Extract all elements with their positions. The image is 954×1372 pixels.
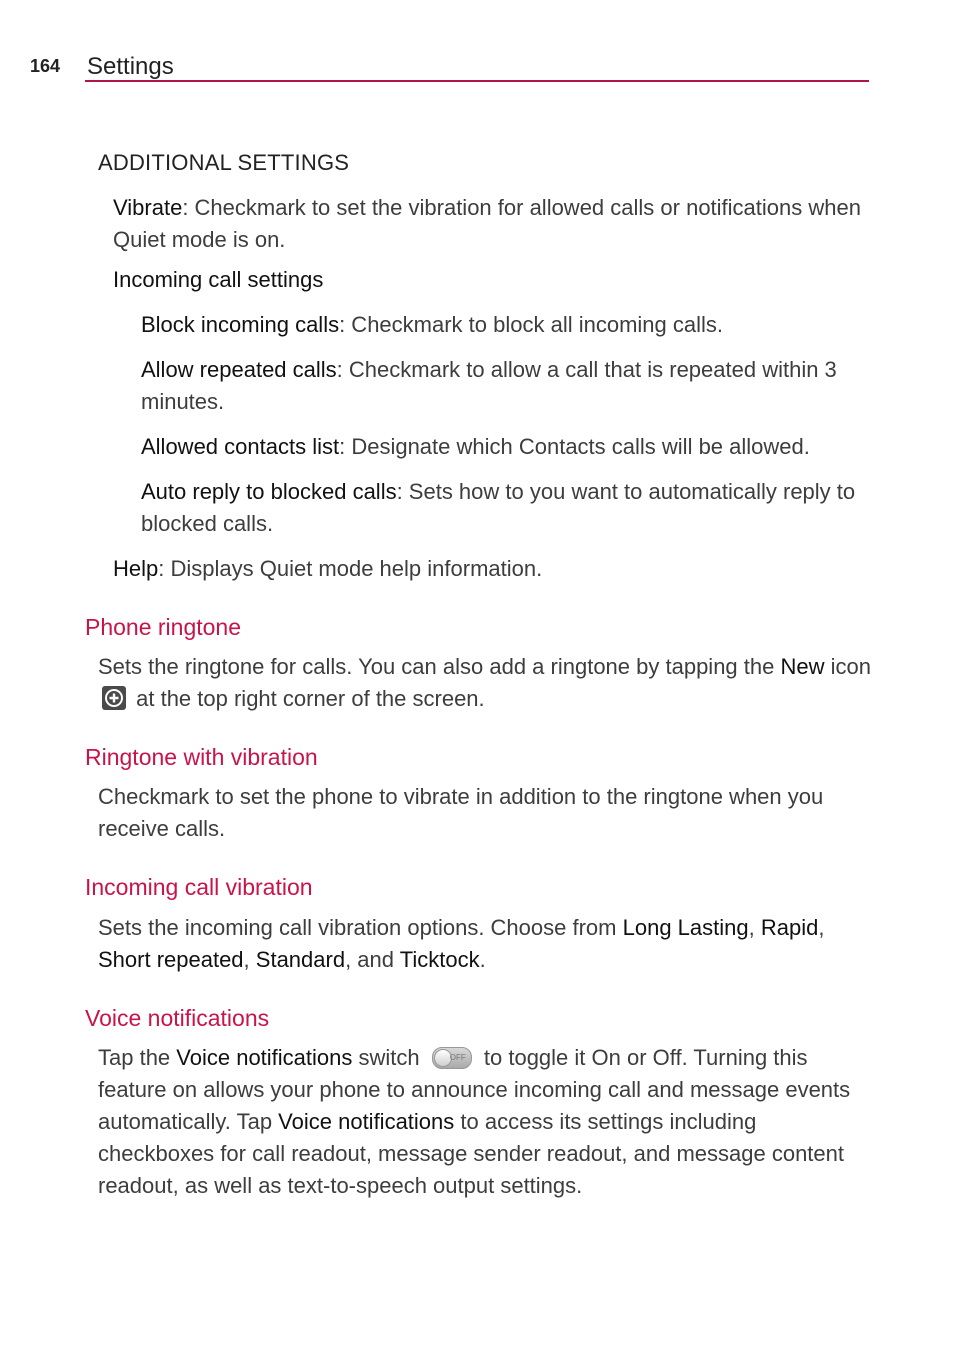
phone-ringtone-title: Phone ringtone bbox=[85, 614, 242, 640]
help-text: : Displays Quiet mode help information. bbox=[158, 556, 543, 581]
vn-text-4: to access its settings including checkboxes for call readout, message sender readout, and message content readout, as well as text-to-speech output settings. bbox=[98, 1109, 845, 1198]
incoming-call-settings-label bbox=[113, 264, 873, 296]
help-paragraph bbox=[113, 553, 873, 585]
vn-text-3: to toggle it On or Off. Turning this feature on allows your phone to announce incoming call and message events automatically. Tap bbox=[98, 1045, 851, 1134]
block-incoming-paragraph bbox=[141, 309, 881, 341]
option-ticktock: Ticktock bbox=[399, 947, 480, 972]
icv-end: . bbox=[479, 947, 486, 972]
running-head-title: Settings bbox=[87, 53, 174, 80]
phone-ringtone-text-3: at the top right corner of the screen. bbox=[136, 686, 485, 711]
header-divider bbox=[85, 80, 869, 82]
ringtone-with-vibration-paragraph: Checkmark to set the phone to vibrate in addition to the ringtone when you receive calls. bbox=[98, 784, 824, 841]
icv-sep-2: , bbox=[818, 915, 825, 940]
vn-text-1: Tap the bbox=[98, 1045, 177, 1070]
incoming-call-vibration-title: Incoming call vibration bbox=[85, 874, 313, 900]
vn-term-2: Voice notifications bbox=[278, 1109, 455, 1134]
incoming-call-settings-term: Incoming call settings bbox=[113, 267, 324, 292]
auto-reply-paragraph bbox=[141, 476, 881, 540]
page-number: 164 bbox=[30, 56, 61, 76]
allow-repeated-paragraph bbox=[141, 354, 881, 418]
incoming-call-vibration-paragraph bbox=[98, 912, 858, 976]
option-standard: Standard bbox=[255, 947, 346, 972]
option-rapid: Rapid bbox=[760, 915, 819, 940]
allowed-contacts-paragraph bbox=[141, 431, 881, 463]
option-long-lasting: Long Lasting bbox=[622, 915, 749, 940]
help-term: Help bbox=[113, 556, 159, 581]
vn-text-2: switch bbox=[352, 1045, 420, 1070]
icv-text-1: Sets the incoming call vibration options. Choose from bbox=[98, 915, 623, 940]
switch-off-label: OFF bbox=[449, 1053, 466, 1062]
vn-term-1: Voice notifications bbox=[176, 1045, 353, 1070]
auto-reply-term: Auto reply to blocked calls bbox=[141, 479, 397, 504]
vibrate-text: : Checkmark to set the vibration for allowed calls or notifications when Quiet mode is on. bbox=[113, 195, 861, 252]
icv-sep-3: , bbox=[243, 947, 256, 972]
phone-ringtone-text-2: icon bbox=[824, 654, 871, 679]
block-incoming-text: : Checkmark to block all incoming calls. bbox=[339, 312, 723, 337]
auto-reply-text: : Sets how to you want to automatically reply to blocked calls. bbox=[141, 479, 856, 536]
phone-ringtone-text-1: Sets the ringtone for calls. You can also add a ringtone by tapping the bbox=[98, 654, 781, 679]
toggle-switch-icon bbox=[432, 1047, 472, 1069]
ringtone-with-vibration-title: Ringtone with vibration bbox=[85, 744, 318, 770]
allowed-contacts-term: Allowed contacts list bbox=[141, 434, 340, 459]
vibrate-paragraph bbox=[113, 192, 873, 256]
additional-settings-heading: ADDITIONAL SETTINGS bbox=[98, 150, 350, 175]
icv-sep-1: , bbox=[748, 915, 761, 940]
new-term: New bbox=[780, 654, 825, 679]
option-short-repeated: Short repeated bbox=[98, 947, 244, 972]
vibrate-term: Vibrate bbox=[113, 195, 183, 220]
icv-sep-4: , and bbox=[345, 947, 400, 972]
allowed-contacts-text: : Designate which Contacts calls will be allowed. bbox=[339, 434, 810, 459]
block-incoming-term: Block incoming calls bbox=[141, 312, 340, 337]
voice-notifications-paragraph bbox=[98, 1042, 858, 1202]
voice-notifications-title: Voice notifications bbox=[85, 1005, 270, 1031]
plus-icon bbox=[102, 686, 126, 710]
allow-repeated-text: : Checkmark to allow a call that is repeated within 3 minutes. bbox=[141, 357, 837, 414]
allow-repeated-term: Allow repeated calls bbox=[141, 357, 337, 382]
phone-ringtone-paragraph bbox=[98, 651, 878, 715]
